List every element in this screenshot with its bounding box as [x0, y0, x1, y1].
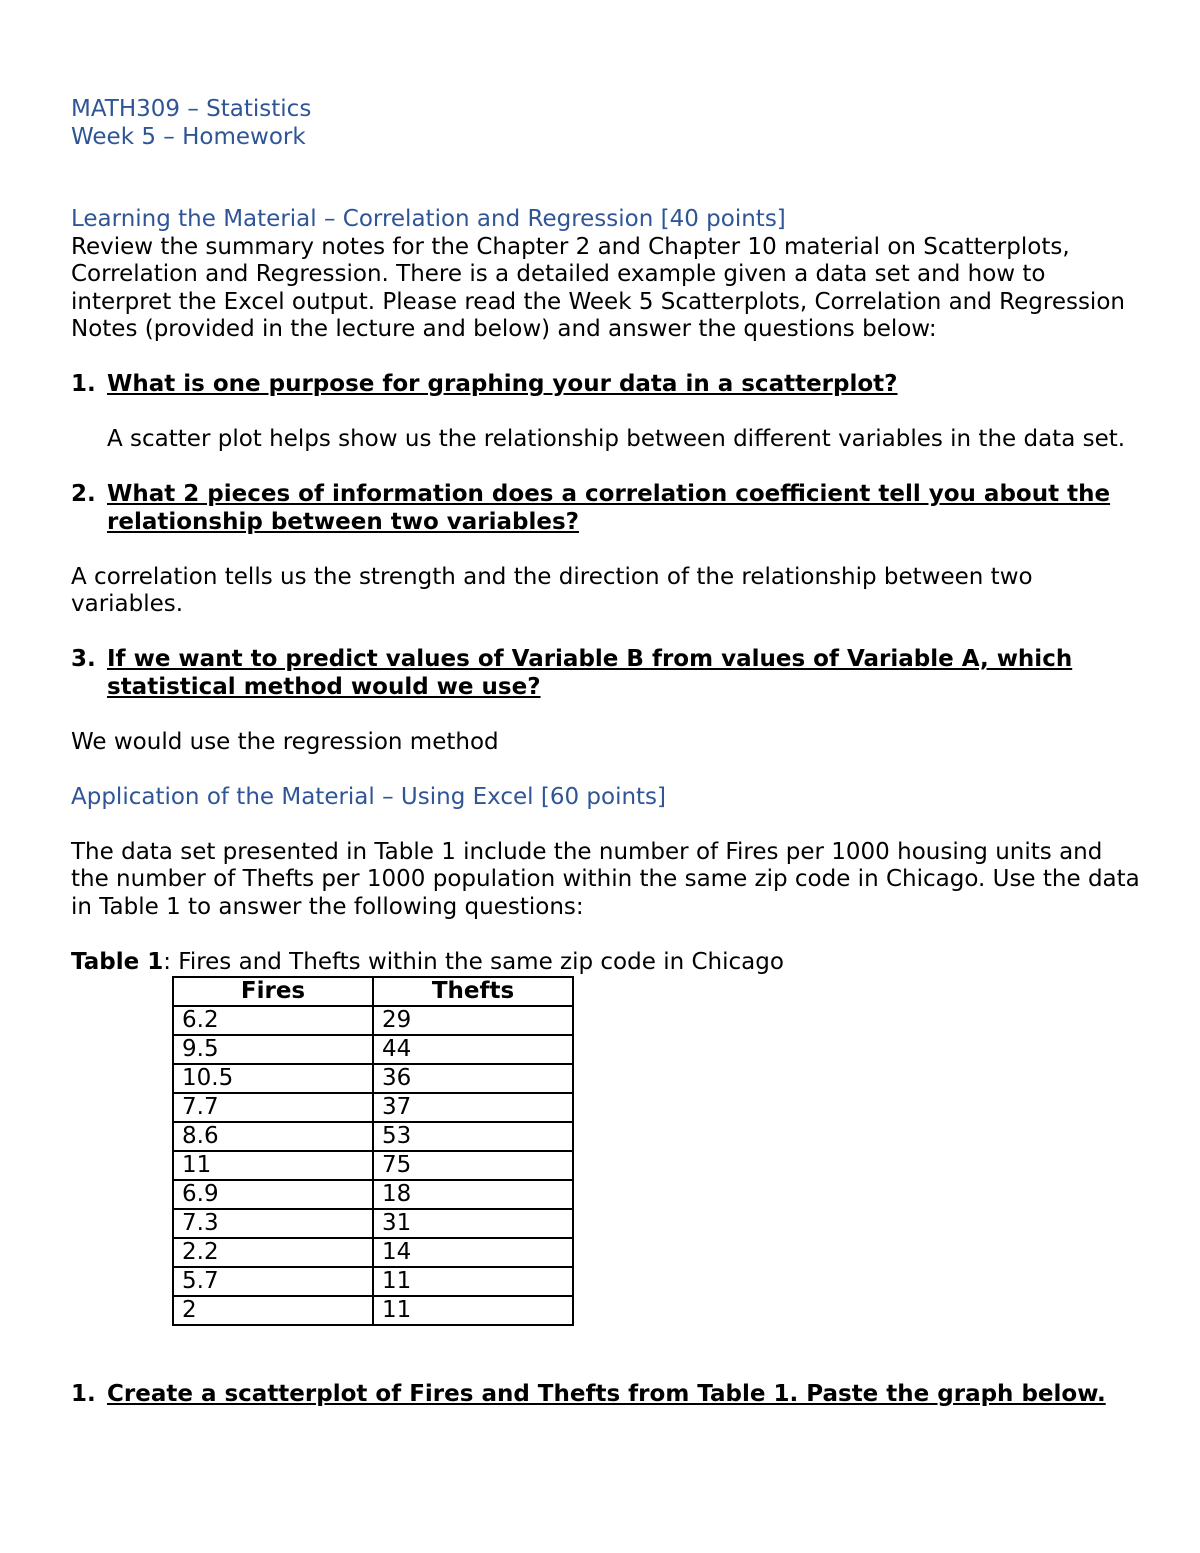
cell-thefts: 11 — [373, 1267, 573, 1296]
table-header-row — [173, 977, 573, 1006]
section2-heading: Application of the Material – Using Excel [60 points] — [71, 783, 667, 810]
cell-fires: 6.2 — [173, 1006, 373, 1035]
table-row — [173, 1267, 573, 1296]
question-3-text: If we want to predict values of Variable B from values of Variable A, which statistical method would we use? — [107, 646, 1073, 700]
table-row — [173, 1122, 573, 1151]
cell-thefts: 36 — [373, 1064, 573, 1093]
cell-thefts: 31 — [373, 1209, 573, 1238]
section1-intro: Review the summary notes for the Chapter 2 and Chapter 10 material on Scatterplots, Correlation and Regression. There is a detailed example given a data set and how to interpret the Excel output. Please read the Week 5 Scatterplots, Correlation and Regression Notes (provided in the lecture and below) and answer the questions below: — [71, 233, 1125, 342]
answer-1: A scatter plot helps show us the relationship between different variables in the data set. — [107, 426, 1126, 452]
question-1-text: What is one purpose for graphing your data in a scatterplot? — [107, 371, 898, 397]
column-header-thefts: Thefts — [373, 977, 573, 1006]
question-1 — [71, 371, 1141, 399]
question-3-number: 3. — [71, 646, 96, 672]
table-row — [173, 1209, 573, 1238]
cell-thefts: 53 — [373, 1122, 573, 1151]
table-caption-label: Table 1 — [71, 948, 164, 975]
table-row — [173, 1151, 573, 1180]
excel-question-1 — [71, 1381, 1141, 1409]
cell-thefts: 37 — [373, 1093, 573, 1122]
cell-fires: 2.2 — [173, 1238, 373, 1267]
cell-fires: 2 — [173, 1296, 373, 1325]
table-row — [173, 1238, 573, 1267]
cell-thefts: 75 — [373, 1151, 573, 1180]
excel-question-1-number: 1. — [71, 1381, 96, 1407]
cell-thefts: 29 — [373, 1006, 573, 1035]
answer-2: A correlation tells us the strength and the direction of the relationship between two variables. — [71, 563, 1033, 617]
section2-intro: The data set presented in Table 1 include the number of Fires per 1000 housing units and the number of Thefts per 1000 population within the same zip code in Chicago. Use the data in Table 1 to answer the following questions: — [71, 838, 1140, 920]
question-2 — [71, 481, 1141, 536]
excel-question-1-text: Create a scatterplot of Fires and Thefts from Table 1. Paste the graph below. — [107, 1381, 1106, 1407]
cell-fires: 8.6 — [173, 1122, 373, 1151]
column-header-fires: Fires — [173, 977, 373, 1006]
cell-fires: 11 — [173, 1151, 373, 1180]
document-page — [71, 96, 1141, 1409]
question-2-number: 2. — [71, 481, 96, 507]
section1-heading: Learning the Material – Correlation and Regression [40 points] — [71, 206, 786, 232]
table-row — [173, 1064, 573, 1093]
cell-thefts: 18 — [373, 1180, 573, 1209]
cell-thefts: 14 — [373, 1238, 573, 1267]
cell-fires: 7.3 — [173, 1209, 373, 1238]
table-row — [173, 1296, 573, 1325]
cell-fires: 5.7 — [173, 1267, 373, 1296]
cell-fires: 7.7 — [173, 1093, 373, 1122]
table-caption-text: : Fires and Thefts within the same zip code in Chicago — [163, 948, 784, 975]
answer-3: We would use the regression method — [71, 728, 499, 755]
cell-thefts: 44 — [373, 1035, 573, 1064]
table-row — [173, 1035, 573, 1064]
question-1-number: 1. — [71, 371, 96, 397]
fires-thefts-table — [172, 976, 574, 1326]
cell-fires: 6.9 — [173, 1180, 373, 1209]
table-row — [173, 1093, 573, 1122]
course-title: MATH309 – Statistics — [71, 96, 312, 122]
question-3 — [71, 646, 1141, 701]
table-row — [173, 1180, 573, 1209]
table-row — [173, 1006, 573, 1035]
question-2-text: What 2 pieces of information does a correlation coefficient tell you about the relationship between two variables? — [107, 481, 1111, 535]
cell-fires: 9.5 — [173, 1035, 373, 1064]
assignment-title: Week 5 – Homework — [71, 123, 306, 150]
cell-fires: 10.5 — [173, 1064, 373, 1093]
table-caption — [71, 949, 1141, 977]
cell-thefts: 11 — [373, 1296, 573, 1325]
